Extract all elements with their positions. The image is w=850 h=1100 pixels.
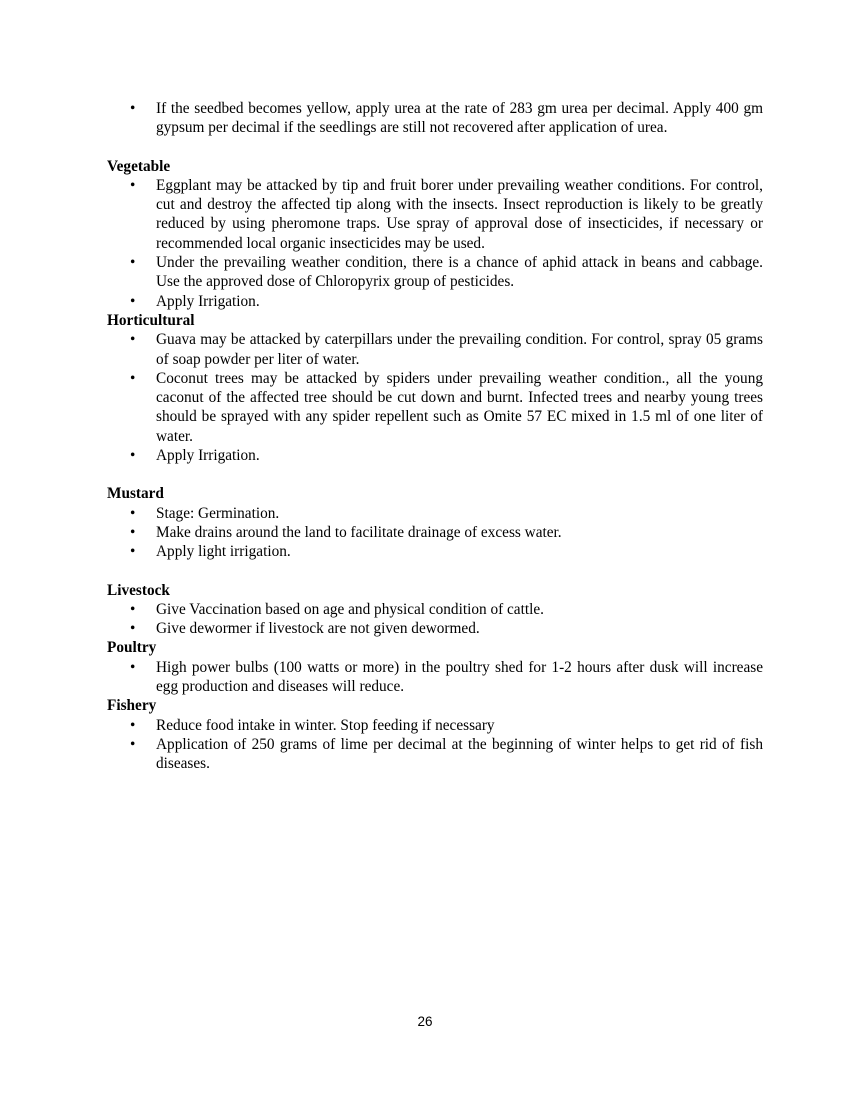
- list-item: • High power bulbs (100 watts or more) in the poultry shed for 1-2 hours after dusk will increase egg production and diseases will reduce.: [107, 658, 763, 697]
- list-item: • Make drains around the land to facilitate drainage of excess water.: [107, 523, 763, 542]
- section-heading: Livestock: [107, 581, 170, 599]
- spacer: [107, 562, 763, 581]
- list-item: • Coconut trees may be attacked by spiders under prevailing weather condition., all the young caconut of the affected tree should be cut down and burnt. Infected trees and nearby young trees should be sprayed with any spider repellent such as Omite 57 EC mixed in 1.5 ml of one liter of water.: [107, 369, 763, 446]
- list-item: • Give dewormer if livestock are not given dewormed.: [107, 619, 763, 638]
- section-mustard: [107, 484, 763, 561]
- section-horticultural: [107, 311, 763, 465]
- list-item: • Give Vaccination based on age and physical condition of cattle.: [107, 600, 763, 619]
- page-content: [107, 99, 763, 774]
- list-item: • Reduce food intake in winter. Stop feeding if necessary: [107, 716, 763, 735]
- list-item: • Apply light irrigation.: [107, 542, 763, 561]
- section-heading: Mustard: [107, 485, 164, 503]
- section-list: [107, 716, 763, 774]
- section-heading: Horticultural: [107, 311, 195, 329]
- spacer: [107, 138, 763, 157]
- section-heading: Poultry: [107, 639, 157, 657]
- list-item: • Application of 250 grams of lime per decimal at the beginning of winter helps to get rid of fish diseases.: [107, 735, 763, 774]
- list-item: • Apply Irrigation.: [107, 446, 763, 465]
- section-heading: Fishery: [107, 697, 157, 715]
- section-fishery: [107, 696, 763, 773]
- list-item: • Guava may be attacked by caterpillars under the prevailing condition. For control, spray 05 grams of soap powder per liter of water.: [107, 330, 763, 369]
- list-item: • Under the prevailing weather condition, there is a chance of aphid attack in beans and cabbage. Use the approved dose of Chloropyrix group of pesticides.: [107, 253, 763, 292]
- section-list: [107, 600, 763, 639]
- section-list: [107, 176, 763, 311]
- list-item: • If the seedbed becomes yellow, apply urea at the rate of 283 gm urea per decimal. Apply 400 gm gypsum per decimal if the seedlings are still not recovered after application of urea.: [107, 99, 763, 138]
- list-item: • Apply Irrigation.: [107, 292, 763, 311]
- section-list: [107, 330, 763, 465]
- section-list: [107, 504, 763, 562]
- section-heading: Vegetable: [107, 157, 171, 175]
- list-item: • Stage: Germination.: [107, 504, 763, 523]
- list-item: • Eggplant may be attacked by tip and fruit borer under prevailing weather conditions. For control, cut and destroy the affected tip along with the insects. Insect reproduction is likely to be greatly reduced by using pheromone traps. Use spray of approval dose of insecticides, if necessary or recommended local organic insecticides may be used.: [107, 176, 763, 253]
- section-vegetable: [107, 157, 763, 311]
- section-poultry: [107, 638, 763, 696]
- section-list: [107, 658, 763, 697]
- section-livestock: [107, 581, 763, 639]
- intro-list: [107, 99, 763, 138]
- spacer: [107, 465, 763, 484]
- page-number: 26: [417, 1014, 433, 1029]
